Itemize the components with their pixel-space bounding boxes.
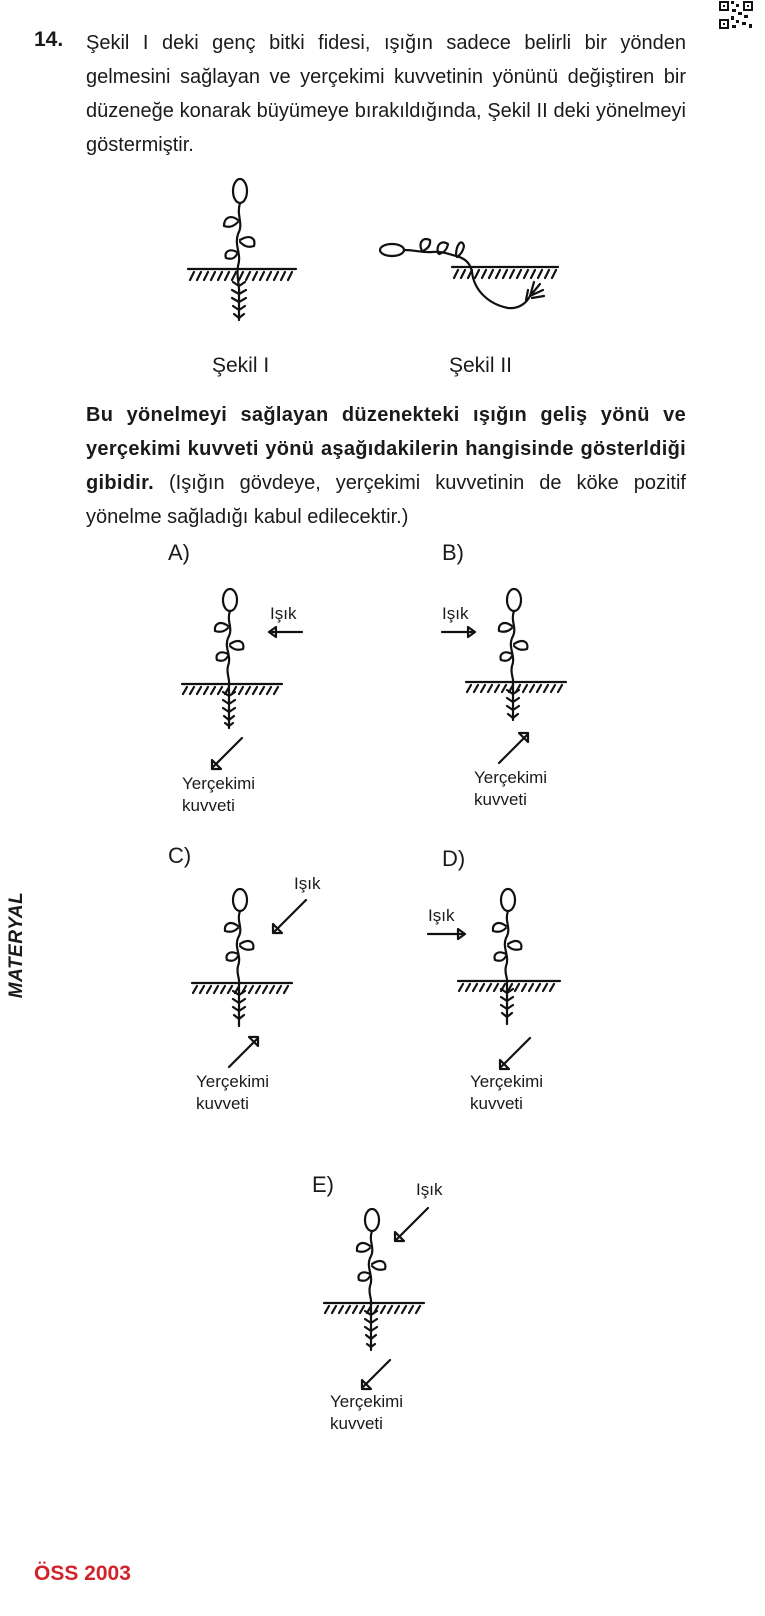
option-d-plant xyxy=(456,880,566,1040)
option-b-gravity-arrow xyxy=(494,728,534,768)
option-b-plant xyxy=(462,580,572,740)
option-a-light-arrow xyxy=(266,624,306,640)
figure-2-bent-plant xyxy=(376,226,566,322)
option-c-light-label: Işık xyxy=(294,874,321,893)
question-prompt-note: (Işığın gövdeye, yerçekimi kuvvetinin de köke pozitif yönelme sağladığı kabul edilecektir.) xyxy=(86,472,686,528)
option-d-gravity-label-2: kuvveti xyxy=(470,1094,523,1113)
question-number: 14. xyxy=(34,28,64,51)
source-label: ÖSS 2003 xyxy=(34,1562,131,1585)
option-c-gravity-label-1: Yerçekimi xyxy=(196,1072,270,1091)
option-d-gravity-arrow xyxy=(496,1034,536,1074)
option-e-gravity-label-1: Yerçekimi xyxy=(330,1392,404,1411)
option-c-gravity-label-2: kuvveti xyxy=(196,1094,249,1113)
figure-1-caption: Şekil I xyxy=(212,354,270,377)
option-c-letter[interactable]: C) xyxy=(168,843,192,868)
option-c-gravity-arrow xyxy=(224,1032,264,1072)
option-e-gravity-arrow xyxy=(358,1356,398,1392)
option-e-letter[interactable]: E) xyxy=(312,1172,334,1197)
option-e-light-label: Işık xyxy=(416,1180,443,1199)
option-b-gravity-label-1: Yerçekimi xyxy=(474,768,548,787)
side-label xyxy=(2,860,32,1030)
question-intro: Şekil I deki genç bitki fidesi, ışığın sadece belirli bir yönden gelmesini sağlayan ve yerçekimi kuvvetinin yönünü değiştiren bir düzeneğe konarak büyümeye bırakıldığında, Şekil II deki yönelmeyi göstermiştir. xyxy=(86,32,686,156)
option-a-gravity-label-1: Yerçekimi xyxy=(182,774,256,793)
option-a-letter[interactable]: A) xyxy=(168,540,190,565)
question-prompt xyxy=(86,398,686,534)
option-b-gravity-label-2: kuvveti xyxy=(474,790,527,809)
option-a-gravity-label-2: kuvveti xyxy=(182,796,235,815)
option-a-gravity-arrow xyxy=(208,734,248,774)
figure-1-upright-plant xyxy=(178,168,308,338)
option-d-letter[interactable]: D) xyxy=(442,846,466,871)
option-c-light-arrow xyxy=(268,896,312,940)
option-b-light-label: Işık xyxy=(442,604,469,623)
question-prompt-bold: Bu yönelmeyi sağlayan düzenekteki ışığın geliş yönü ve yerçekimi kuvveti yönü aşağıdakilerin hangisinde gösterldiği gibidir. xyxy=(86,404,686,494)
side-label-text: MATERYAL xyxy=(6,891,27,999)
option-e-plant xyxy=(320,1200,430,1360)
option-e-gravity-label-2: kuvveti xyxy=(330,1414,383,1433)
figure-2-caption: Şekil II xyxy=(449,354,513,377)
option-a-light-label: Işık xyxy=(270,604,297,623)
option-d-gravity-label-1: Yerçekimi xyxy=(470,1072,544,1091)
option-b-letter[interactable]: B) xyxy=(442,540,464,565)
qr-code-icon xyxy=(718,0,754,30)
option-d-light-label: Işık xyxy=(428,906,455,925)
